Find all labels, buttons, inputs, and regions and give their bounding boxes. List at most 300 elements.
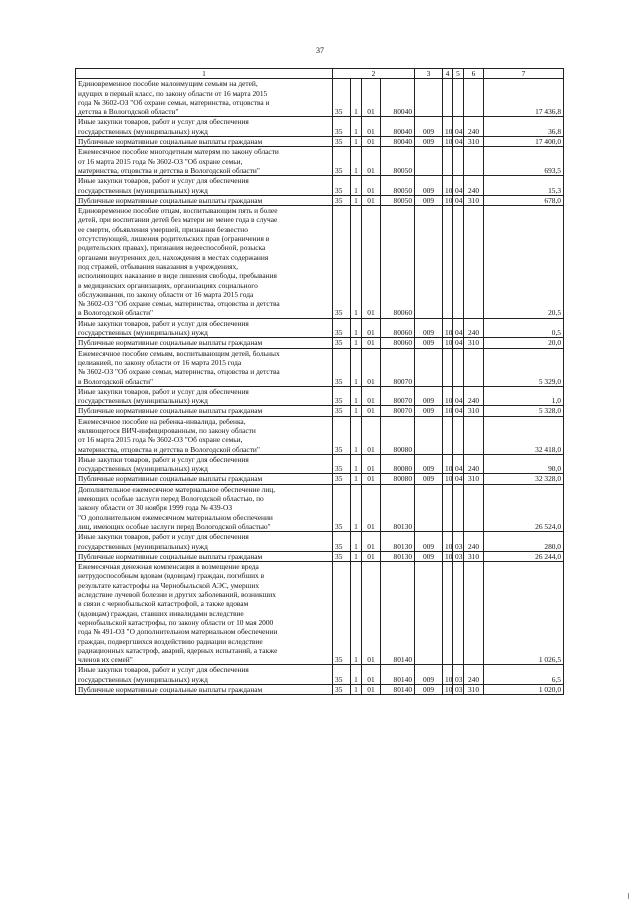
table-row	[76, 551, 564, 561]
section-code	[443, 79, 453, 117]
row-description	[76, 406, 333, 416]
table-body	[76, 79, 564, 695]
expense-type-code: 240	[464, 454, 484, 474]
table-row	[76, 685, 564, 695]
expense-type-code	[464, 147, 484, 176]
header-col-6: 6	[464, 69, 484, 79]
table-row	[76, 484, 564, 531]
row-description	[76, 195, 333, 205]
ministry-code: 009	[415, 176, 443, 196]
main-activity-code: 01	[362, 79, 381, 117]
main-activity-code: 01	[362, 685, 381, 695]
description-line: государственных (муниципальных) нужд	[78, 185, 208, 195]
section-code: 10	[443, 195, 453, 205]
amount: 15,3	[484, 176, 564, 196]
ministry-code	[415, 147, 443, 176]
main-activity-code: 01	[362, 474, 381, 484]
description-line: Публичные нормативные социальные выплаты гражданам	[78, 551, 263, 561]
subsection-code: 03	[453, 665, 464, 685]
program-code: 35	[333, 416, 351, 454]
subsection-code: 04	[453, 338, 464, 348]
program-code: 35	[333, 147, 351, 176]
description-line: Ежемесячное пособие на ребенка-инвалида, ребенка,	[78, 416, 246, 426]
description-line: государственных (муниципальных) нужд	[78, 541, 208, 551]
description-line: закону области от 30 ноября 1999 года № 439-ОЗ	[78, 503, 233, 513]
header-col-2: 2	[333, 69, 415, 79]
ministry-code	[415, 416, 443, 454]
row-description	[76, 532, 333, 552]
description-line: материнства, отцовства и детства в Вологодской области"	[78, 444, 260, 454]
expense-type-code: 240	[464, 386, 484, 406]
subsection-code	[453, 348, 464, 386]
direction-code: 80040	[381, 79, 415, 117]
amount: 32 418,0	[484, 416, 564, 454]
description-line: № 3602-ОЗ "Об охране семьи, материнства, отцовства и детства	[78, 367, 280, 377]
main-activity-code: 01	[362, 484, 381, 531]
expense-type-code: 310	[464, 474, 484, 484]
description-line: имеющих особые заслуги перед Вологодской областью, по	[78, 494, 264, 504]
program-code: 35	[333, 406, 351, 416]
ministry-code: 009	[415, 474, 443, 484]
direction-code: 80080	[381, 454, 415, 474]
page-number: 37	[316, 46, 324, 55]
program-code: 35	[333, 176, 351, 196]
description-line: в Вологодской области"	[78, 308, 154, 318]
description-line: чернобыльской катастрофы, по закону области от 10 мая 2000	[78, 617, 274, 627]
main-activity-code: 01	[362, 117, 381, 137]
description-line: вследствие лучевой болезни и других заболеваний, возникших	[78, 590, 276, 600]
expense-type-code: 310	[464, 406, 484, 416]
row-description	[76, 147, 333, 176]
subsection-code: 04	[453, 406, 464, 416]
subsection-code	[453, 416, 464, 454]
ministry-code: 009	[415, 117, 443, 137]
subprogram-code: 1	[351, 79, 362, 117]
amount: 1 026,5	[484, 562, 564, 665]
description-line: Публичные нормативные социальные выплаты гражданам	[78, 685, 263, 694]
header-col-7: 7	[484, 69, 564, 79]
description-line: Публичные нормативные социальные выплаты гражданам	[78, 406, 263, 416]
table-row	[76, 562, 564, 665]
section-code: 10	[443, 685, 453, 695]
program-code: 35	[333, 386, 351, 406]
description-line: Публичные нормативные социальные выплаты гражданам	[78, 474, 263, 484]
subsection-code: 04	[453, 386, 464, 406]
section-code	[443, 484, 453, 531]
section-code: 10	[443, 551, 453, 561]
description-line: Иные закупки товаров, работ и услуг для обеспечения	[78, 665, 249, 675]
subsection-code	[453, 206, 464, 319]
description-line: Единовременное пособие отцам, воспитывающим пять и более	[78, 206, 278, 216]
subsection-code	[453, 79, 464, 117]
subsection-code	[453, 562, 464, 665]
program-code: 35	[333, 665, 351, 685]
main-activity-code: 01	[362, 665, 381, 685]
main-activity-code: 01	[362, 551, 381, 561]
subsection-code	[453, 147, 464, 176]
description-line: граждан, подвергшихся воздействию радиации вследствие	[78, 636, 263, 646]
expense-type-code	[464, 562, 484, 665]
description-line: в медицинских организациях, организациях социального	[78, 280, 258, 290]
expense-type-code: 310	[464, 137, 484, 147]
ministry-code: 009	[415, 195, 443, 205]
description-line: идущих в первый класс, по закону области от 16 марта 2015	[78, 88, 268, 98]
subprogram-code: 1	[351, 454, 362, 474]
ministry-code: 009	[415, 318, 443, 338]
program-code: 35	[333, 474, 351, 484]
program-code: 35	[333, 562, 351, 665]
subsection-code: 04	[453, 137, 464, 147]
direction-code: 80140	[381, 685, 415, 695]
main-activity-code: 01	[362, 176, 381, 196]
main-activity-code: 01	[362, 195, 381, 205]
subprogram-code: 1	[351, 416, 362, 454]
program-code: 35	[333, 484, 351, 531]
direction-code: 80050	[381, 147, 415, 176]
table-row	[76, 338, 564, 348]
amount: 0,5	[484, 318, 564, 338]
description-line: в Вологодской области"	[78, 376, 154, 386]
subprogram-code: 1	[351, 685, 362, 695]
section-code: 10	[443, 338, 453, 348]
description-line: родительских правах), признания недееспособной, розыска	[78, 243, 266, 253]
description-line: года № 491-ОЗ "О дополнительном материальном обеспечении	[78, 627, 278, 637]
subsection-code: 04	[453, 117, 464, 137]
amount: 5 329,0	[484, 348, 564, 386]
description-line: нетрудоспособным вдовам (вдовцам) граждан, погибших в	[78, 571, 265, 581]
direction-code: 80060	[381, 206, 415, 319]
table-row	[76, 137, 564, 147]
subprogram-code: 1	[351, 147, 362, 176]
amount: 1 020,0	[484, 685, 564, 695]
direction-code: 80080	[381, 416, 415, 454]
row-description	[76, 665, 333, 685]
description-line: материнства, отцовства и детства в Вологодской области"	[78, 165, 260, 175]
subprogram-code: 1	[351, 551, 362, 561]
direction-code: 80130	[381, 551, 415, 561]
section-code: 10	[443, 176, 453, 196]
subprogram-code: 1	[351, 206, 362, 319]
row-description	[76, 416, 333, 454]
row-description	[76, 454, 333, 474]
amount: 20,5	[484, 206, 564, 319]
amount: 36,8	[484, 117, 564, 137]
section-code	[443, 348, 453, 386]
subprogram-code: 1	[351, 117, 362, 137]
direction-code: 80050	[381, 195, 415, 205]
main-activity-code: 01	[362, 386, 381, 406]
subprogram-code: 1	[351, 562, 362, 665]
table-row	[76, 176, 564, 196]
direction-code: 80080	[381, 474, 415, 484]
section-code: 10	[443, 406, 453, 416]
table-row	[76, 117, 564, 137]
header-col-1: 1	[76, 69, 333, 79]
table-row	[76, 454, 564, 474]
description-line: Иные закупки товаров, работ и услуг для обеспечения	[78, 386, 249, 396]
ministry-code: 009	[415, 338, 443, 348]
section-code: 10	[443, 386, 453, 406]
description-line: № 3602-ОЗ "Об охране семьи, материнства, отцовства и детства	[78, 299, 280, 309]
main-activity-code: 01	[362, 318, 381, 338]
amount: 1,0	[484, 386, 564, 406]
amount: 693,5	[484, 147, 564, 176]
expense-type-code: 240	[464, 532, 484, 552]
description-line: результате катастрофы на Чернобыльской АЭС, умерших	[78, 580, 260, 590]
description-line: от 16 марта 2015 года № 3602-ОЗ "Об охране семьи,	[78, 435, 243, 445]
expense-type-code: 310	[464, 551, 484, 561]
subprogram-code: 1	[351, 176, 362, 196]
description-line: Иные закупки товаров, работ и услуг для обеспечения	[78, 532, 249, 542]
main-activity-code: 01	[362, 532, 381, 552]
program-code: 35	[333, 79, 351, 117]
description-line: государственных (муниципальных) нужд	[78, 126, 208, 136]
program-code: 35	[333, 532, 351, 552]
subsection-code: 04	[453, 474, 464, 484]
description-line: государственных (муниципальных) нужд	[78, 328, 208, 338]
main-activity-code: 01	[362, 338, 381, 348]
amount: 26 524,0	[484, 484, 564, 531]
program-code: 35	[333, 454, 351, 474]
subprogram-code: 1	[351, 338, 362, 348]
expense-type-code: 310	[464, 195, 484, 205]
description-line: Иные закупки товаров, работ и услуг для обеспечения	[78, 176, 249, 186]
table-row	[76, 318, 564, 338]
table-row	[76, 665, 564, 685]
main-activity-code: 01	[362, 454, 381, 474]
program-code: 35	[333, 551, 351, 561]
subprogram-code: 1	[351, 137, 362, 147]
description-line: исполняющих наказание в виде лишения свободы, пребывания	[78, 271, 277, 281]
section-code: 10	[443, 474, 453, 484]
expense-type-code: 240	[464, 176, 484, 196]
section-code	[443, 206, 453, 319]
amount: 5 328,0	[484, 406, 564, 416]
direction-code: 80060	[381, 318, 415, 338]
table-row	[76, 474, 564, 484]
main-activity-code: 01	[362, 147, 381, 176]
subprogram-code: 1	[351, 484, 362, 531]
amount: 90,0	[484, 454, 564, 474]
table-row	[76, 206, 564, 319]
description-line: Публичные нормативные социальные выплаты гражданам	[78, 137, 263, 147]
row-description	[76, 562, 333, 665]
ministry-code	[415, 79, 443, 117]
expense-type-code: 310	[464, 338, 484, 348]
ministry-code	[415, 562, 443, 665]
description-line: в связи с чернобыльской катастрофой, а также вдовам	[78, 599, 249, 609]
description-line: целиакией, по закону области от 16 марта 2015 года	[78, 357, 242, 367]
expense-type-code: 240	[464, 318, 484, 338]
subsection-code: 04	[453, 318, 464, 338]
table-row	[76, 147, 564, 176]
main-activity-code: 01	[362, 137, 381, 147]
description-line: года № 3602-ОЗ "Об охране семьи, материнства, отцовства и	[78, 97, 270, 107]
section-code: 10	[443, 454, 453, 474]
table-row	[76, 195, 564, 205]
description-line: Ежемесячное пособие семьям, воспитывающим детей, больных	[78, 348, 280, 358]
description-line: Публичные нормативные социальные выплаты гражданам	[78, 195, 263, 205]
program-code: 35	[333, 195, 351, 205]
amount: 32 328,0	[484, 474, 564, 484]
table-row	[76, 348, 564, 386]
ministry-code: 009	[415, 137, 443, 147]
section-code: 10	[443, 137, 453, 147]
header-col-4: 4	[443, 69, 453, 79]
description-line: (вдовцам) граждан, ставших инвалидами вследствие	[78, 608, 244, 618]
section-code	[443, 416, 453, 454]
table-row	[76, 386, 564, 406]
direction-code: 80040	[381, 117, 415, 137]
description-line: под стражей, отбывания наказания в учреждениях,	[78, 261, 239, 271]
row-description	[76, 117, 333, 137]
amount: 17 400,0	[484, 137, 564, 147]
header-col-5: 5	[453, 69, 464, 79]
description-line: от 16 марта 2015 года № 3602-ОЗ "Об охране семьи,	[78, 156, 243, 166]
main-activity-code: 01	[362, 348, 381, 386]
subsection-code: 03	[453, 551, 464, 561]
row-description	[76, 137, 333, 147]
direction-code: 80130	[381, 484, 415, 531]
description-line: обслуживания, по закону области от 16 марта 2015 года	[78, 289, 254, 299]
ministry-code: 009	[415, 454, 443, 474]
direction-code: 80130	[381, 532, 415, 552]
description-line: Иные закупки товаров, работ и услуг для обеспечения	[78, 117, 249, 127]
subprogram-code: 1	[351, 406, 362, 416]
direction-code: 80140	[381, 665, 415, 685]
ministry-code	[415, 348, 443, 386]
ministry-code: 009	[415, 551, 443, 561]
subprogram-code: 1	[351, 195, 362, 205]
description-line: Иные закупки товаров, работ и услуг для обеспечения	[78, 454, 249, 464]
program-code: 35	[333, 338, 351, 348]
description-line: являющегося ВИЧ-инфицированным, по закону области	[78, 425, 256, 435]
section-code: 10	[443, 665, 453, 685]
subprogram-code: 1	[351, 532, 362, 552]
amount: 280,0	[484, 532, 564, 552]
ministry-code: 009	[415, 532, 443, 552]
direction-code: 80040	[381, 137, 415, 147]
section-code	[443, 562, 453, 665]
description-line: Единовременное пособие малоимущим семьям на детей,	[78, 79, 258, 89]
ministry-code	[415, 206, 443, 319]
expense-type-code	[464, 484, 484, 531]
ministry-code: 009	[415, 406, 443, 416]
description-line: Ежемесячное пособие многодетным матерям по закону области	[78, 147, 279, 157]
direction-code: 80050	[381, 176, 415, 196]
program-code: 35	[333, 206, 351, 319]
subsection-code: 03	[453, 532, 464, 552]
row-description	[76, 348, 333, 386]
main-activity-code: 01	[362, 562, 381, 665]
program-code: 35	[333, 137, 351, 147]
description-line: Дополнительное ежемесячное материальное обеспечение лиц,	[78, 484, 276, 494]
section-code: 10	[443, 318, 453, 338]
row-description	[76, 484, 333, 531]
table-row	[76, 79, 564, 117]
header-col-3: 3	[415, 69, 443, 79]
amount: 20,0	[484, 338, 564, 348]
expense-type-code: 310	[464, 685, 484, 695]
subsection-code: 04	[453, 195, 464, 205]
description-line: лиц, имеющих особые заслуги перед Вологодской областью"	[78, 521, 271, 531]
section-code	[443, 147, 453, 176]
subsection-code: 04	[453, 176, 464, 196]
row-description	[76, 338, 333, 348]
main-activity-code: 01	[362, 206, 381, 319]
ministry-code: 009	[415, 665, 443, 685]
budget-table	[75, 68, 564, 695]
direction-code: 80070	[381, 348, 415, 386]
amount: 17 436,8	[484, 79, 564, 117]
row-description	[76, 206, 333, 319]
subprogram-code: 1	[351, 474, 362, 484]
description-line: Ежемесячная денежная компенсация в возмещение вреда	[78, 562, 259, 572]
expense-type-code: 240	[464, 665, 484, 685]
expense-type-code	[464, 79, 484, 117]
amount: 6,5	[484, 665, 564, 685]
direction-code: 80070	[381, 386, 415, 406]
row-description	[76, 551, 333, 561]
description-line: органами внутренних дел, нахождения в местах содержания	[78, 252, 269, 262]
ministry-code: 009	[415, 685, 443, 695]
description-line: ее смерти, объявления умершей, признания безвестно	[78, 224, 248, 234]
expense-type-code	[464, 348, 484, 386]
expense-type-code	[464, 416, 484, 454]
table-row	[76, 532, 564, 552]
table-row	[76, 406, 564, 416]
subprogram-code: 1	[351, 318, 362, 338]
description-line: государственных (муниципальных) нужд	[78, 464, 208, 474]
amount: 678,0	[484, 195, 564, 205]
expense-type-code: 240	[464, 117, 484, 137]
description-line: "О дополнительном ежемесячном материальном обеспечении	[78, 512, 273, 522]
expense-type-code	[464, 206, 484, 319]
description-line: государственных (муниципальных) нужд	[78, 396, 208, 406]
row-description	[76, 176, 333, 196]
table-header-row	[76, 69, 564, 79]
description-line: Публичные нормативные социальные выплаты гражданам	[78, 338, 263, 348]
subprogram-code: 1	[351, 386, 362, 406]
description-line: Иные закупки товаров, работ и услуг для обеспечения	[78, 318, 249, 328]
row-description	[76, 685, 333, 695]
direction-code: 80070	[381, 406, 415, 416]
program-code: 35	[333, 318, 351, 338]
description-line: членов их семей"	[78, 655, 133, 665]
direction-code: 80140	[381, 562, 415, 665]
direction-code: 80060	[381, 338, 415, 348]
row-description	[76, 386, 333, 406]
table-row	[76, 416, 564, 454]
subprogram-code: 1	[351, 348, 362, 386]
description-line: радиационных катастроф, аварий, ядерных испытаний, а также	[78, 645, 278, 655]
ministry-code	[415, 484, 443, 531]
row-description	[76, 318, 333, 338]
main-activity-code: 01	[362, 406, 381, 416]
program-code: 35	[333, 348, 351, 386]
ministry-code: 009	[415, 386, 443, 406]
section-code: 10	[443, 117, 453, 137]
description-line: отсутствующей, лишения родительских прав (ограничения в	[78, 234, 270, 244]
amount: 26 244,0	[484, 551, 564, 561]
program-code: 35	[333, 685, 351, 695]
program-code: 35	[333, 117, 351, 137]
main-activity-code: 01	[362, 416, 381, 454]
description-line: детей, при воспитании детей без матери не менее года в случае	[78, 215, 278, 225]
scan-mark	[628, 893, 629, 899]
subsection-code: 04	[453, 454, 464, 474]
section-code: 10	[443, 532, 453, 552]
